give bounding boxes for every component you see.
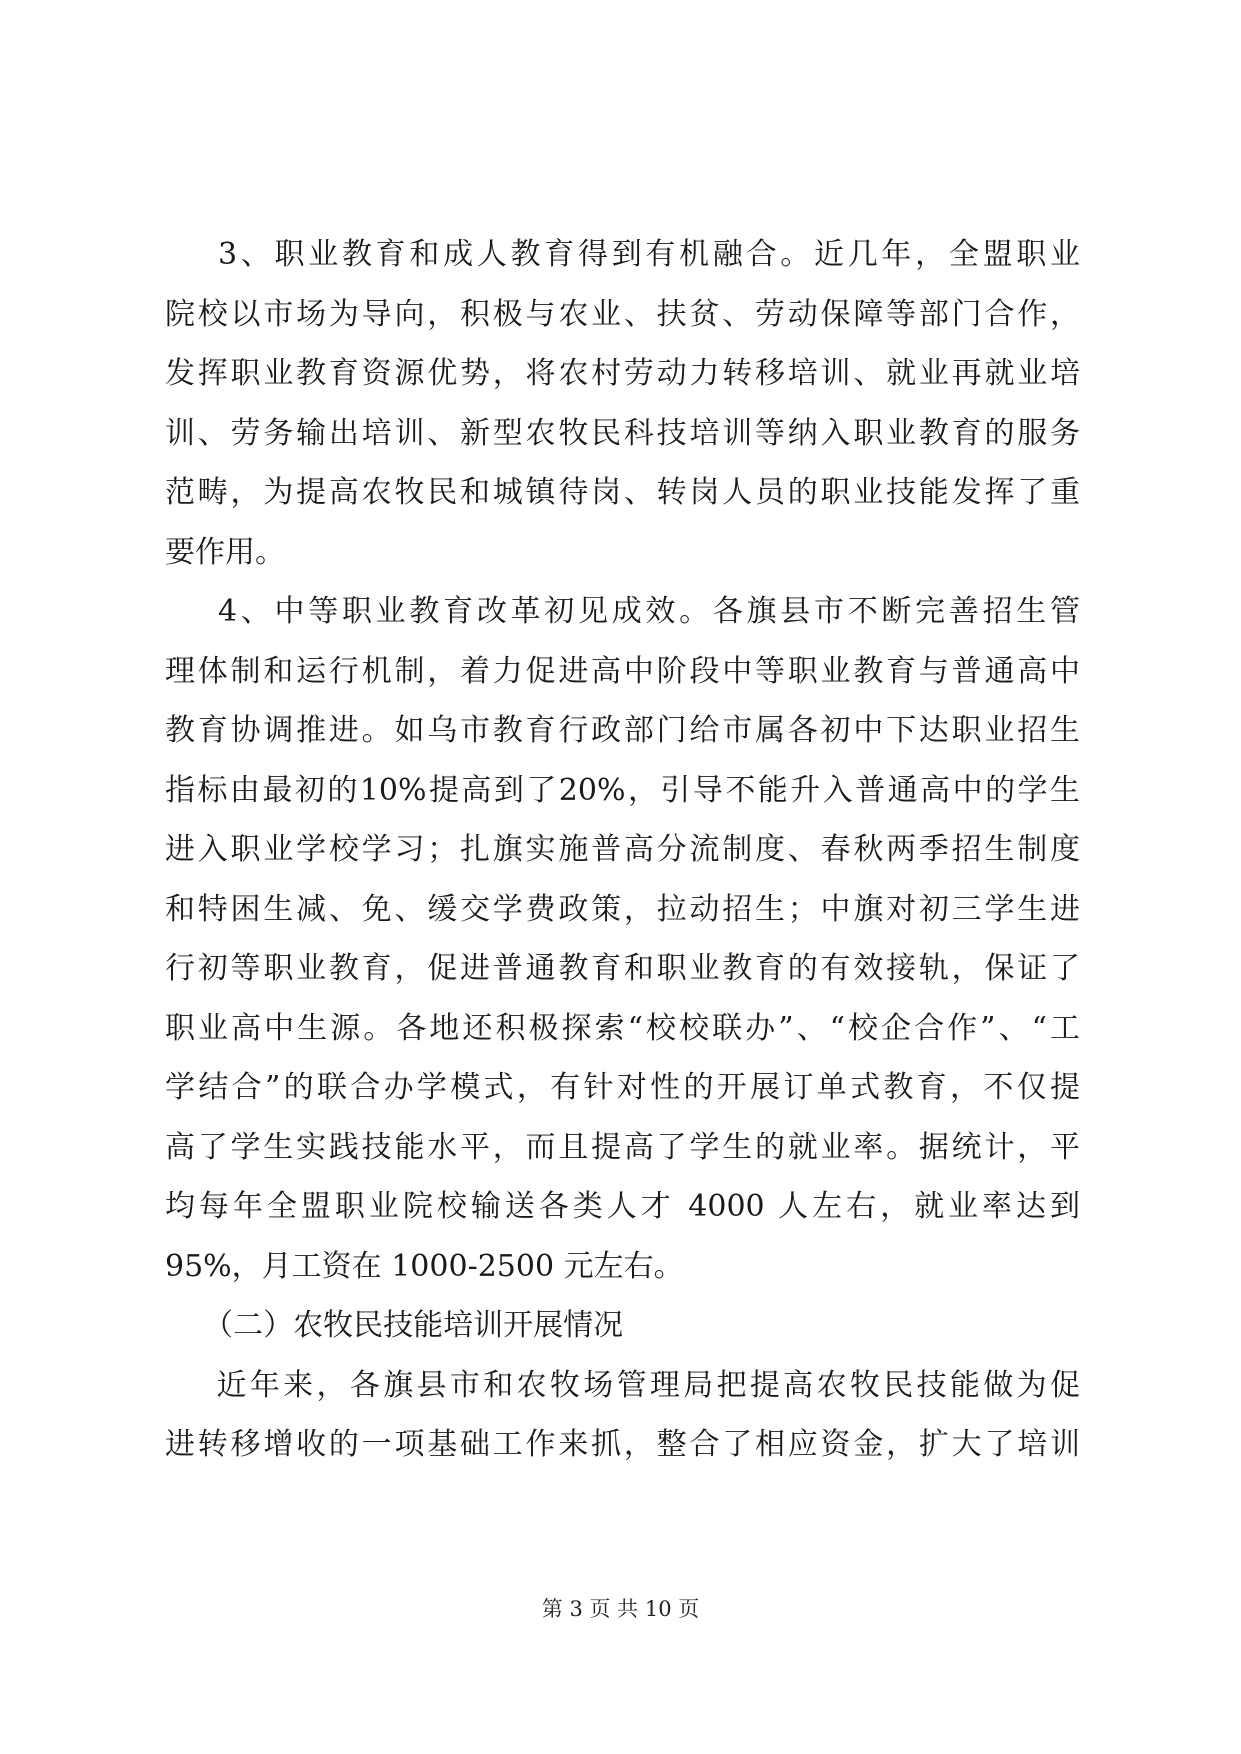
- text-line: 近年来，各旗县市和农牧场管理局把提高农牧民技能做为促: [165, 1367, 1080, 1403]
- text-line: 发挥职业教育资源优势，将农村劳动力转移培训、就业再就业培: [165, 356, 1080, 391]
- text-line: 均每年全盟职业院校输送各类人才 4000 人左右，就业率达到: [165, 1189, 1080, 1224]
- text-line: 和特困生减、免、缓交学费政策，拉动招生；中旗对初三学生进: [165, 891, 1080, 927]
- paragraph-4: [165, 582, 1080, 1296]
- text-line: 95%，月工资在 1000-2500 元左右。: [165, 1248, 684, 1284]
- page-number-footer: 第 3 页 共 10 页: [541, 1597, 700, 1621]
- text-line: 进入职业学校学习；扎旗实施普高分流制度、春秋两季招生制度: [165, 832, 1080, 867]
- paragraph-5: [165, 1356, 1080, 1475]
- section-heading: [165, 1296, 1080, 1356]
- text-line: 要作用。: [165, 534, 285, 570]
- text-line: 进转移增收的一项基础工作来抓，整合了相应资金，扩大了培训: [165, 1427, 1080, 1462]
- body-text: [165, 225, 1080, 1475]
- text-line: 3、职业教育和成人教育得到有机融合。近几年，全盟职业: [165, 237, 1080, 272]
- text-line: 训、劳务输出培训、新型农牧民科技培训等纳入职业教育的服务: [165, 415, 1080, 451]
- text-line: 院校以市场为导向，积极与农业、扶贫、劳动保障等部门合作，: [165, 296, 1080, 332]
- text-line: 理体制和运行机制，着力促进高中阶段中等职业教育与普通高中: [165, 653, 1080, 689]
- section-heading-text: （二）农牧民技能培训开展情况: [165, 1308, 624, 1343]
- text-line: 范畴，为提高农牧民和城镇待岗、转岗人员的职业技能发挥了重: [165, 475, 1080, 510]
- text-line: 行初等职业教育，促进普通教育和职业教育的有效接轨，保证了: [165, 951, 1080, 986]
- text-line: 指标由最初的10%提高到了20%，引导不能升入普通高中的学生: [165, 772, 1080, 808]
- text-line: 教育协调推进。如乌市教育行政部门给市属各初中下达职业招生: [165, 713, 1080, 748]
- text-line: 职业高中生源。各地还积极探索“校校联办”、“校企合作”、“工: [165, 1010, 1080, 1046]
- paragraph-3: [165, 225, 1080, 582]
- text-line: 4、中等职业教育改革初见成效。各旗县市不断完善招生管: [165, 594, 1080, 629]
- text-line: 学结合”的联合办学模式，有针对性的开展订单式教育，不仅提: [165, 1070, 1080, 1105]
- text-line: 高了学生实践技能水平，而且提高了学生的就业率。据统计，平: [165, 1129, 1080, 1165]
